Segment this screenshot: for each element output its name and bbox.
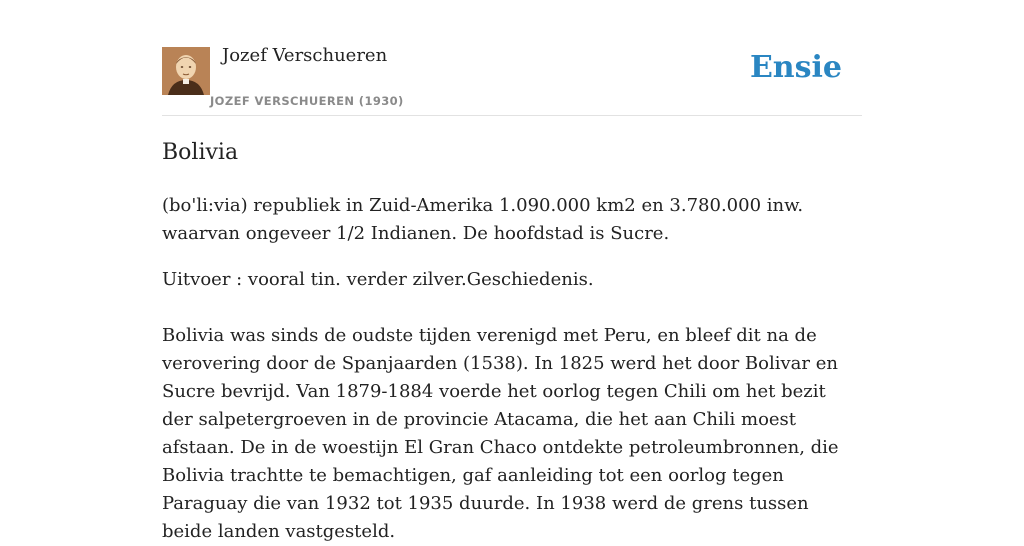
author-byline: JOZEF VERSCHUEREN (1930) [210,94,404,108]
article-title: Bolivia [162,140,239,165]
header [162,0,862,116]
article-paragraph: Uitvoer : vooral tin. verder zilver.Geschiedenis. [162,269,594,290]
author-avatar[interactable] [162,47,210,95]
article-paragraph: (bo'li:via) republiek in Zuid-Amerika 1.090.000 km2 en 3.780.000 inw. waarvan ongeveer 1/2 Indianen. De hoofdstad is Sucre. [162,195,804,244]
article-paragraph: Bolivia was sinds de oudste tijden verenigd met Peru, en bleef dit na de verovering door de Spanjaarden (1538). In 1825 werd het door Bolivar en Sucre bevrijd. Van 1879-1884 voerde het oorlog tegen Chili om het bezit der salpetergroeven in de provincie Atacama, die het aan Chili moest afstaan. De in de woestijn El Gran Chaco ontdekte petroleumbronnen, die Bolivia trachtte te bemachtigen, gaf aanleiding tot een oorlog tegen Paraguay die van 1932 tot 1935 duurde. In 1938 werd de grens tussen beide landen vastgesteld. [162,325,839,542]
author-name[interactable]: Jozef Verschueren [222,45,388,66]
article-container [162,0,862,542]
author-portrait-icon [162,47,210,95]
brand-logo[interactable]: Ensie [749,50,842,85]
